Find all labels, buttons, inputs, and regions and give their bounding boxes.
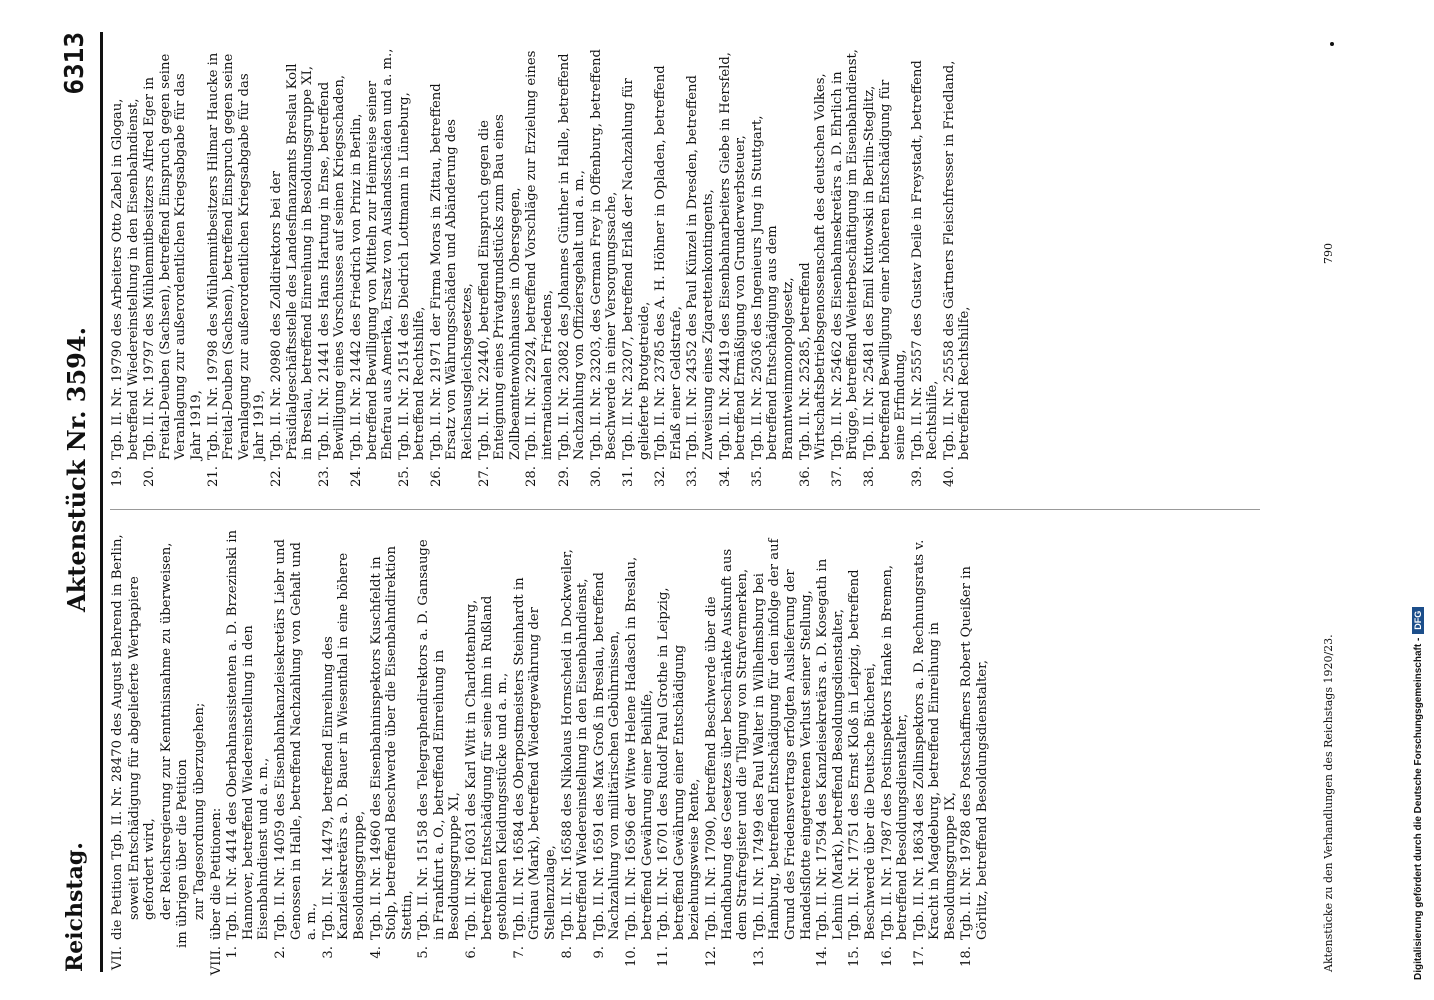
section-viii-marker: VIII. [208, 946, 224, 976]
petition-text: Tgb. II. Nr. 19788 des Postschaffners Robert Queißer in Görlitz, betreffend Besoldungsdienstalter, [959, 566, 991, 940]
petition-item [477, 47, 524, 492]
petition-item [910, 47, 941, 492]
petition-text: Tgb. II. Nr. 17499 des Paul Walter in Wilhelmsburg bei Hamburg, betreffend Entschädigung für den infolge der auf Grund des Friedensvertrags erfolgten Auslieferung der Handelsflotte eingetretenen Verlust seiner Stellung, [751, 538, 814, 940]
petition-text: Tgb. II. Nr. 20980 des Zolldirektors bei der Präsidialgeschäftsstelle des Landesfinanzamts Breslau Koll in Breslau, betreffend Einreihung in Besoldungsgruppe XI, [268, 63, 316, 460]
petition-number: 28. [524, 466, 540, 487]
page-footer [1322, 32, 1335, 972]
petition-number: 33. [685, 466, 701, 487]
petition-number: 15. [847, 946, 863, 967]
petition-text: Tgb. II. Nr. 19790 des Arbeiters Otto Zabel in Glogau, betreffend Wiedereinstellung in den Eisenbahndienst, [110, 98, 141, 460]
petition-number: 7. [511, 946, 527, 959]
petition-item [397, 47, 428, 492]
petition-item [349, 47, 396, 492]
petition-text: Tgb. II. Nr. 4414 des Oberbahnassistenten a. D. Brzezinski in Hannover, betreffend Wiedereinstellung in den Eisenbahndienst und a. m., [225, 529, 272, 940]
petition-item [880, 527, 911, 972]
footer-page-number: 790 [1322, 243, 1335, 264]
petition-item [589, 47, 620, 492]
credit-text: Digitalisierung gefördert durch die Deutsche Forschungsgemeinschaft - [1413, 637, 1424, 980]
petition-text: Tgb. II. Nr. 25481 des Emil Kuttowski in Berlin-Steglitz, betreffend Bewilligung einer höheren Entschädigung für seine Erfindung, [861, 79, 909, 460]
petition-item [862, 47, 909, 492]
page-header [60, 32, 103, 972]
footer-text: Aktenstücke zu den Verhandlungen des Reichstags 1920/23. [1322, 634, 1335, 972]
petition-item [524, 47, 555, 492]
petition-text: Tgb. II. Nr. 21441 des Hans Hartung in Ense, betreffend Bewilligung eines Vorschusses auf seinen Kriegsschaden, [316, 74, 348, 460]
petition-text: Tgb. II. Nr. 16588 des Nikolaus Hornscheid in Dockweiler, betreffend Wiedereinstellung in den Eisenbahndienst, [559, 549, 591, 940]
petition-number: 2. [272, 946, 288, 959]
petition-number: 13. [751, 946, 767, 967]
petition-text: Tgb. II. Nr. 23082 des Johannes Günther in Halle, betreffend Nachzahlung von Offiziersgehalt und a. m., [556, 53, 588, 460]
petition-item [142, 47, 204, 492]
right-column [110, 47, 1290, 492]
petition-text: Tgb. II. Nr. 18634 des Zollinspektors a. D. Rechnungsrats v. Kracht in Magdeburg, betreffend Einreihung in Besoldungsgruppe IX, [911, 539, 958, 940]
petition-text: Tgb. II. Nr. 22924, betreffend Vorschläge zur Erzielung eines internationalen Friedens, [524, 50, 556, 460]
petition-number: 22. [268, 466, 284, 487]
left-column [110, 527, 1290, 976]
petition-number: 32. [653, 466, 669, 487]
petition-number: 1. [225, 946, 241, 959]
right-petition-list [110, 47, 973, 492]
dfg-logo: DFG [1412, 607, 1424, 634]
petition-text: Tgb. II. Nr. 15158 des Telegraphendirektors a. D. Gansauge in Frankfurt a. O., betreffend Einreihung in Besoldungsgruppe XI, [416, 539, 463, 940]
petition-item [621, 47, 652, 492]
intro-line-4: zur Tagesordnung überzugehen; [191, 702, 207, 920]
section-viii-title: über die Petitionen: [208, 807, 224, 940]
petition-number: 38. [861, 466, 877, 487]
petition-item [269, 47, 316, 492]
petition-item [752, 527, 814, 972]
petition-number: 12. [703, 946, 719, 967]
petition-number: 17. [911, 946, 927, 967]
petition-text: Tgb. II. Nr. 19797 des Mühlenmitbesitzers Alfred Eger in Freital-Deuben (Sachsen), betreffend Einspruch gegen seine Veranlagung zur außerordentlichen Kriegsabgabe für das Jahr 1919, [142, 53, 204, 460]
petition-item [429, 47, 476, 492]
petition-text: Tgb. II. Nr. 19798 des Mühlenmitbesitzers Hilmar Haucke in Freital-Deuben (Sachsen), betreffend Einspruch gegen seine Veranlagung zur außerordentlichen Kriegsabgabe für das Jahr 1919, [205, 52, 268, 460]
petition-text: Tgb. II. Nr. 21971 der Firma Moras in Zittau, betreffend Ersatz von Währungsschäden und Abänderung des Reichsausgleichsgesetzes, [428, 83, 476, 460]
header-reichstag: Reichstag. [62, 842, 88, 972]
petition-text: Tgb. II. Nr. 24352 des Paul Künzel in Dresden, betreffend Zuweisung eines Zigarettenkontingents, [685, 75, 716, 460]
petition-number: 3. [320, 946, 336, 959]
section-vii-marker: VII. [110, 946, 125, 971]
petition-number: 26. [428, 466, 444, 487]
petition-text: Tgb. II. Nr. 25557 des Gustav Deile in Freystadt, betreffend Rechtshilfe, [909, 60, 941, 460]
petition-text: Tgb. II. Nr. 22440, betreffend Einspruch gegen die Enteignung eines Privatgrundstücks zum Bau eines Zollbeamtenwohnhauses in Obersgegen, [476, 114, 523, 460]
petition-text: Tgb. II. Nr. 25036 des Ingenieurs Jung in Stuttgart, betreffend Entschädigung aus dem Branntweinmonopolgesetz, [749, 115, 796, 460]
petition-item [512, 527, 559, 972]
petition-item [560, 527, 591, 972]
petition-item [830, 47, 861, 492]
petition-number: 40. [941, 466, 957, 487]
petition-number: 9. [591, 946, 607, 959]
petition-item [416, 527, 463, 972]
petition-item [317, 47, 348, 492]
petition-text: Tgb. II. Nr. 16596 der Witwe Helene Hadasch in Breslau, betreffend Gewährung einer Beihilfe, [624, 556, 655, 940]
petition-number: 6. [464, 946, 480, 959]
petition-number: 29. [556, 466, 572, 487]
section-vii [110, 527, 126, 972]
petition-number: 4. [368, 946, 384, 959]
petition-item [685, 47, 716, 492]
petition-text: Tgb. II. Nr. 21514 des Diedrich Lottmann in Lüneburg, betreffend Rechtshilfe, [396, 92, 428, 460]
petition-text: Tgb. II. Nr. 14960 des Eisenbahninspektors Kuschfeldt in Stolp, betreffend Beschwerde über die Eisenbahndirektion Stettin, [368, 545, 415, 940]
section-viii [208, 527, 225, 976]
petition-text: Tgb. II. Nr. 16701 des Rudolf Paul Grothe in Leipzig, betreffend Gewährung einer Entschädigung beziehungsweise Rente, [656, 587, 703, 940]
petition-number: 21. [205, 466, 221, 487]
petition-number: 10. [624, 946, 639, 967]
petition-item [369, 527, 416, 972]
petition-number: 39. [909, 466, 925, 487]
petition-item [959, 527, 990, 972]
intro-line-0: die Petition Tgb. II. Nr. 28470 des August Behrend in Berlin, [110, 534, 125, 940]
petition-text: Tgb. II. Nr. 16031 des Karl Witt in Charlottenburg, betreffend Entschädigung für seine ihm in Rußland gestohlenen Kleidungsstücke und a. m., [464, 595, 511, 940]
petition-number: 27. [476, 466, 492, 487]
petition-text: Tgb. II. Nr. 23207, betreffend Erlaß der Nachzahlung für gelieferte Brotgetreide, [621, 78, 652, 460]
petition-item [718, 47, 749, 492]
petition-text: Tgb. II. Nr. 23203, des German Frey in Offenburg, betreffend Beschwerde in einer Versorgungssache, [588, 49, 620, 460]
petition-item [704, 527, 751, 972]
petition-item [656, 527, 703, 972]
petition-number: 14. [815, 946, 831, 967]
petition-text: Tgb. II. Nr. 17594 des Kanzleisekretärs a. D. Kosegath in Lehnin (Mark), betreffend Besoldungsdienstalter, [815, 558, 846, 940]
petition-number: 24. [348, 466, 364, 487]
petition-text: Tgb. II. Nr. 17987 des Postinspektors Hanke in Bremen, betreffend Besoldungsdienstalter, [879, 564, 911, 940]
petition-number: 34. [717, 466, 733, 487]
column-divider [110, 509, 1260, 510]
petition-text: Tgb. II. Nr. 14479, betreffend Einreihung des Kanzleisekretärs a. D. Bauer in Wiesenthal in eine höhere Besoldungsgruppe, [320, 552, 367, 940]
petition-item [557, 47, 588, 492]
petition-text: Tgb. II. Nr. 16584 des Oberpostmeisters Steinhardt in Grünau (Mark), betreffend Wiedergewährung der Stellenzulage, [511, 577, 559, 940]
petition-item [273, 527, 320, 972]
petition-text: Tgb. II. Nr. 24419 des Eisenbahnarbeiters Giebe in Hersfeld, betreffend Ermäßigung von Grunderwerbsteuer, [717, 52, 749, 460]
petition-number: 19. [110, 466, 125, 487]
petition-item [464, 527, 511, 972]
petition-text: Tgb. II. Nr. 17090, betreffend Beschwerde über die Handhabung des Gesetzes über beschränkte Auskunft aus dem Strafregister und die Tilgung von Strafvermerken, [703, 548, 751, 940]
petition-text: Tgb. II. Nr. 23785 des A. H. Höhner in Opladen, betreffend Erlaß einer Geldstrafe, [653, 65, 684, 460]
petition-text: Tgb. II. Nr. 25285, betreffend Wirtschaftsbetriebsgenossenschaft des deutschen Volkes, [797, 73, 829, 460]
petition-item [912, 527, 959, 972]
petition-number: 20. [142, 466, 158, 487]
petition-item [847, 527, 878, 972]
petition-item [653, 47, 684, 492]
petition-number: 36. [797, 466, 813, 487]
intro-line-3: im übrigen über die Petition [175, 759, 191, 948]
petition-number: 16. [879, 946, 895, 967]
petition-item [750, 47, 797, 492]
digitization-credit [1412, 20, 1424, 980]
petition-item [321, 527, 368, 972]
petition-item [225, 527, 272, 972]
petition-text: Tgb. II. Nr. 25558 des Gärtners Fleischfresser in Friedland, betreffend Rechtshilfe, [941, 60, 973, 460]
petition-text: Tgb. II. Nr. 17751 des Ernst Kloß in Leipzig, betreffend Beschwerde über die Deutsche Bücherei, [847, 569, 878, 940]
petition-number: 8. [559, 946, 575, 959]
petition-number: 30. [588, 466, 604, 487]
header-aktenstueck: Aktenstück Nr. 3594. [62, 327, 91, 612]
petition-number: 31. [621, 466, 636, 487]
petition-number: 11. [656, 946, 672, 967]
petition-text: Tgb. II. Nr. 14059 des Eisenbahnkanzleisekretärs Liebr und Genossen in Halle, betreffend Nachzahlung von Gehalt und a. m., [272, 539, 320, 940]
header-page-number: 6313 [60, 32, 90, 95]
petition-number: 35. [749, 466, 765, 487]
petition-item [206, 47, 268, 492]
petition-number: 25. [396, 466, 412, 487]
intro-line-1: soweit Entschädigung für abgelieferte Wertpapiere gefordert wird, [126, 576, 158, 920]
petition-item [592, 527, 623, 972]
petition-item [942, 47, 973, 492]
petition-item [798, 47, 829, 492]
petition-number: 18. [959, 946, 975, 967]
intro-line-2: der Reichsregierung zur Kenntnisnahme zu überweisen, [158, 542, 174, 920]
petition-number: 37. [829, 466, 845, 487]
petition-item [110, 47, 141, 492]
petition-number: 5. [416, 946, 432, 959]
petition-text: Tgb. II. Nr. 21442 des Friedrich von Prinz in Berlin, betreffend Bewilligung von Mitteln zur Heimreise seiner Ehefrau aus Amerika, Ersatz von Auslandsschäden und a. m., [348, 48, 396, 460]
petition-text: Tgb. II. Nr. 16591 des Max Groß in Breslau, betreffend Nachzahlung von militärischen Gebührnissen, [591, 572, 623, 940]
petition-item [624, 527, 655, 972]
petition-text: Tgb. II. Nr. 25462 des Eisenbahnsekretärs a. D. Ehrlich in Brügge, betreffend Weiterbeschäftigung im Eisenbahndienst, [829, 49, 861, 460]
document-page [60, 32, 1360, 976]
left-petition-list [225, 527, 991, 972]
petition-item [815, 527, 846, 972]
petition-number: 23. [316, 466, 332, 487]
